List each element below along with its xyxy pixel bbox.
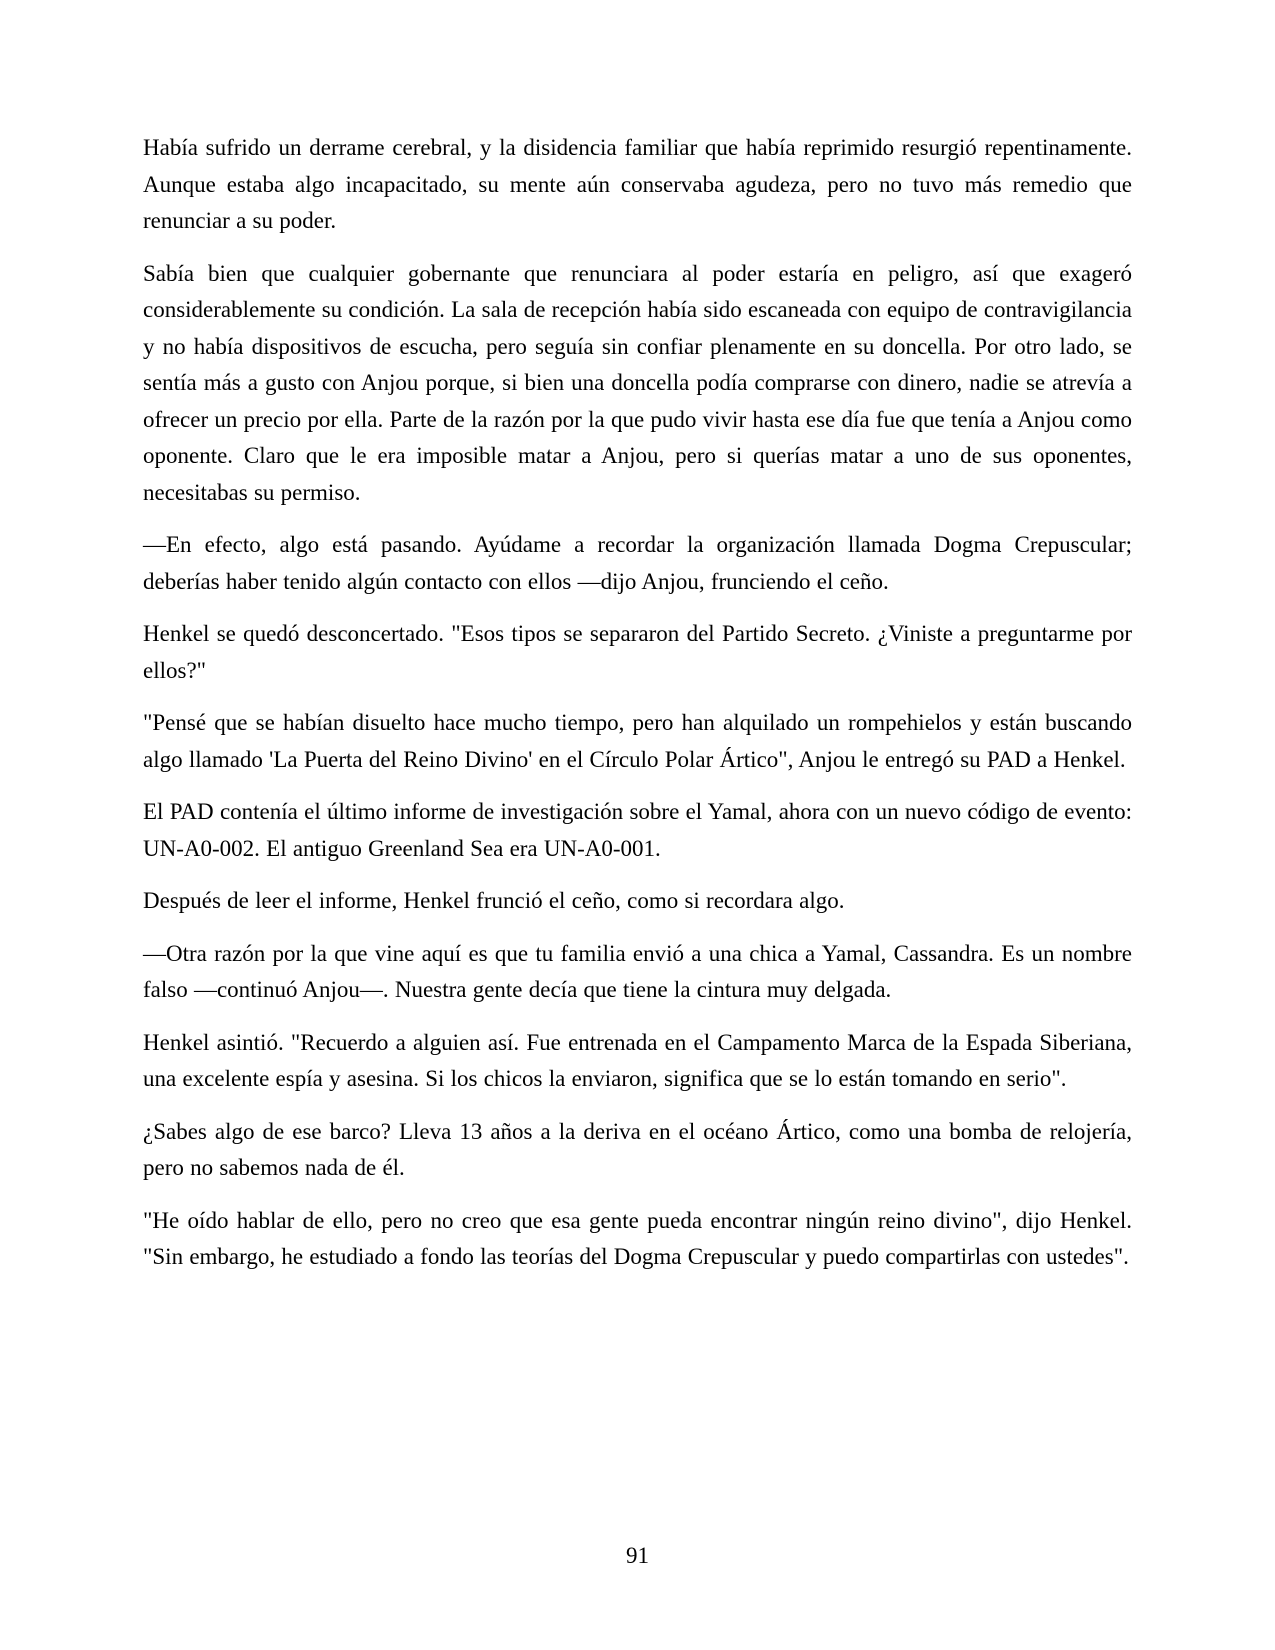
paragraph: Henkel asintió. "Recuerdo a alguien así. Fue entrenada en el Campamento Marca de la Espada Siberiana, una excelente espía y asesina. Si los chicos la enviaron, significa que se lo están tomando en serio". <box>143 1029 1132 1091</box>
paragraph: —Otra razón por la que vine aquí es que tu familia envió a una chica a Yamal, Cassandra. Es un nombre falso —continuó Anjou—. Nuestra gente decía que tiene la cintura muy delgada. <box>143 940 1132 1002</box>
paragraph: "He oído hablar de ello, pero no creo que esa gente pueda encontrar ningún reino divino", dijo Henkel. "Sin embargo, he estudiado a fondo las teorías del Dogma Crepuscular y puedo compartirlas con ustedes". <box>143 1207 1132 1269</box>
paragraph: Sabía bien que cualquier gobernante que renunciara al poder estaría en peligro, así que exageró considerablemente su condición. La sala de recepción había sido escaneada con equipo de contravigilancia y no había dispositivos de escucha, pero seguía sin confiar plenamente en su doncella. Por otro lado, se sentía más a gusto con Anjou porque, si bien una doncella podía comprarse con dinero, nadie se atrevía a ofrecer un precio por ella. Parte de la razón por la que pudo vivir hasta ese día fue que tenía a Anjou como oponente. Claro que le era imposible matar a Anjou, pero si querías matar a uno de sus oponentes, necesitabas su permiso. <box>143 260 1132 505</box>
paragraph: "Pensé que se habían disuelto hace mucho tiempo, pero han alquilado un rompehielos y están buscando algo llamado 'La Puerta del Reino Divino' en el Círculo Polar Ártico", Anjou le entregó su PAD a Henkel. <box>143 710 1132 772</box>
paragraph: —En efecto, algo está pasando. Ayúdame a recordar la organización llamada Dogma Crepuscular; deberías haber tenido algún contacto con ellos —dijo Anjou, frunciendo el ceño. <box>143 532 1132 594</box>
paragraph: El PAD contenía el último informe de investigación sobre el Yamal, ahora con un nuevo código de evento: UN-A0-002. El antiguo Greenland Sea era UN-A0-001. <box>143 799 1132 861</box>
paragraph: Había sufrido un derrame cerebral, y la disidencia familiar que había reprimido resurgió repentinamente. Aunque estaba algo incapacitado, su mente aún conservaba agudeza, pero no tuvo más remedio que renunciar a su poder. <box>143 135 1132 233</box>
text-body <box>143 130 1132 1292</box>
paragraph: Henkel se quedó desconcertado. "Esos tipos se separaron del Partido Secreto. ¿Viniste a preguntarme por ellos?" <box>143 621 1132 683</box>
page-number: 91 <box>626 1543 649 1568</box>
paragraph: ¿Sabes algo de ese barco? Lleva 13 años a la deriva en el océano Ártico, como una bomba de relojería, pero no sabemos nada de él. <box>143 1118 1132 1180</box>
paragraph: Después de leer el informe, Henkel frunció el ceño, como si recordara algo. <box>143 888 845 913</box>
